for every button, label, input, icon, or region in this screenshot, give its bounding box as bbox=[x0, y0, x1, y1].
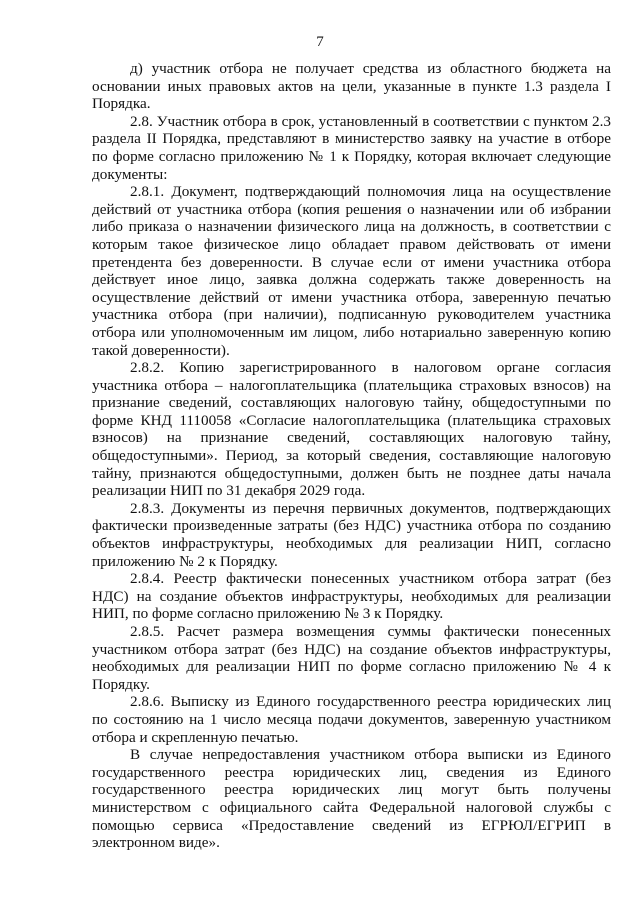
paragraph-2-8-3-primary-documents: 2.8.3. Документы из перечня первичных документов, подтверждающих фактически произведенные затраты (без НДС) участника отбора по созданию объектов инфраструктуры, необходимых для реализации НИП, согласно приложению № 2 к Порядку. bbox=[92, 499, 611, 570]
page-number: 7 bbox=[316, 34, 324, 50]
paragraph-d-funding-condition: д) участник отбора не получает средства из областного бюджета на основании иных правовых актов на цели, указанные в пункте 1.3 раздела I Порядка. bbox=[92, 60, 611, 113]
paragraph-2-8-1-authority-document: 2.8.1. Документ, подтверждающий полномочия лица на осуществление действий от участника отбора (копия решения о назначении или об избрании либо приказа о назначении физического лица на должность, в соответствии с которым такое физическое лицо обладает правом действовать от имени претендента без доверенности. В случае если от имени участника отбора действует иное лицо, заявка должна содержать также доверенность на осуществление действий от имени участника отбора, заверенную печатью участника отбора (при наличии), подписанную руководителем участника отбора или уполномоченным им лицом, либо нотариально заверенную копию такой доверенности). bbox=[92, 183, 611, 359]
paragraph-2-8-6-egrul-extract: 2.8.6. Выписку из Единого государственного реестра юридических лиц по состоянию на 1 число месяца подачи документов, заверенную участником отбора и скрепленную печатью. bbox=[92, 693, 611, 746]
document-body bbox=[92, 60, 611, 852]
paragraph-2-8-4-expense-register: 2.8.4. Реестр фактически понесенных участником отбора затрат (без НДС) на создание объектов инфраструктуры, необходимых для реализации НИП, по форме согласно приложению № 3 к Порядку. bbox=[92, 570, 611, 623]
paragraph-2-8-5-compensation-calculation: 2.8.5. Расчет размера возмещения суммы фактически понесенных участником отбора затрат (без НДС) на создание объектов инфраструктуры, необходимых для реализации НИП по форме согласно приложению № 4 к Порядку. bbox=[92, 623, 611, 693]
paragraph-egrul-fallback: В случае непредоставления участником отбора выписки из Единого государственного реестра юридических лиц, сведения из Единого государственного реестра юридических лиц могут быть получены министерством с официального сайта Федеральной налоговой службы с помощью сервиса «Предоставление сведений из ЕГРЮЛ/ЕГРИП в электронном виде». bbox=[92, 746, 611, 852]
paragraph-2-8-application: 2.8. Участник отбора в срок, установленный в соответствии с пунктом 2.3 раздела II Порядка, представляют в министерство заявку на участие в отборе по форме согласно приложению № 1 к Порядку, которая включает следующие документы: bbox=[92, 112, 611, 183]
paragraph-2-8-2-tax-consent: 2.8.2. Копию зарегистрированного в налоговом органе согласия участника отбора – налогоплательщика (плательщика страховых взносов) на признание сведений, составляющих налоговую тайну, общедоступными по форме КНД 1110058 «Согласие налогоплательщика (плательщика страховых взносов) на признание сведений, составляющих налоговую тайну, общедоступными». Период, за который сведения, составляющие налоговую тайну, признаются общедоступными, должен быть не позднее даты начала реализации НИП по 31 декабря 2029 года. bbox=[92, 359, 611, 500]
